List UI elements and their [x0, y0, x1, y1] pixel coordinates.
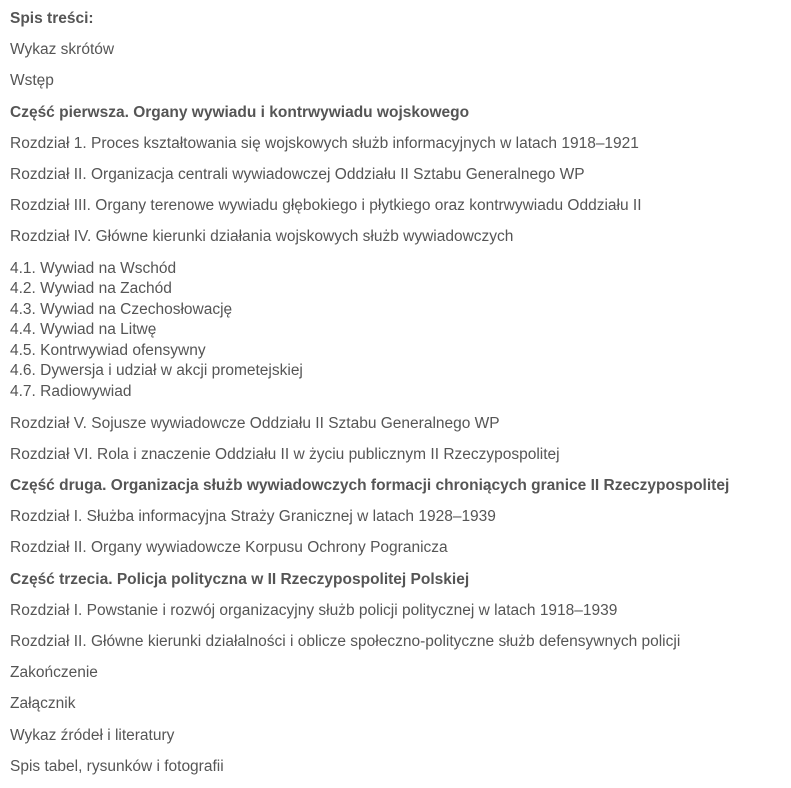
toc-part-1-title: Część pierwsza. Organy wywiadu i kontrwywiadu wojskowego — [10, 103, 470, 121]
toc-chapter: Rozdział II. Główne kierunki działalności i oblicze społeczno-polityczne służb defensywnych policji — [10, 632, 681, 650]
toc-part-2-title: Część druga. Organizacja służb wywiadowczych formacji chroniących granice II Rzeczypospolitej — [10, 477, 730, 495]
toc-chapter: Rozdział II. Organizacja centrali wywiadowczej Oddziału II Sztabu Generalnego WP — [10, 165, 585, 183]
toc-part-3-title: Część trzecia. Policja polityczna w II Rzeczypospolitej Polskiej — [10, 570, 470, 588]
toc-subsection: 4.1. Wywiad na Wschód — [10, 259, 177, 277]
toc-chapter: Rozdział II. Organy wywiadowcze Korpusu Ochrony Pogranicza — [10, 539, 448, 557]
toc-subsection: 4.2. Wywiad na Zachód — [10, 280, 172, 298]
toc-chapter: Rozdział V. Sojusze wywiadowcze Oddziału II Sztabu Generalnego WP — [10, 414, 500, 432]
toc-chapter: Rozdział I. Powstanie i rozwój organizacyjny służb policji politycznej w latach 1918–1939 — [10, 601, 618, 619]
toc-chapter: Rozdział VI. Rola i znaczenie Oddziału II w życiu publicznym II Rzeczypospolitej — [10, 445, 560, 463]
toc-item-list-of-figures: Spis tabel, rysunków i fotografii — [10, 757, 224, 775]
toc-chapter: Rozdział I. Służba informacyjna Straży Granicznej w latach 1928–1939 — [10, 508, 496, 526]
toc-subsection: 4.6. Dywersja i udział w akcji prometejskiej — [10, 362, 303, 380]
toc-item-bibliography: Wykaz źródeł i literatury — [10, 726, 175, 744]
toc-subsection: 4.7. Radiowywiad — [10, 383, 132, 401]
toc-item-abbreviations: Wykaz skrótów — [10, 41, 115, 59]
toc-chapter: Rozdział IV. Główne kierunki działania wojskowych służb wywiadowczych — [10, 228, 514, 246]
toc-subsection-list — [10, 259, 791, 403]
toc-subsection: 4.3. Wywiad na Czechosłowację — [10, 300, 233, 318]
toc-heading: Spis treści: — [10, 10, 94, 27]
toc-subsection: 4.4. Wywiad na Litwę — [10, 321, 157, 339]
toc-chapter: Rozdział III. Organy terenowe wywiadu głębokiego i płytkiego oraz kontrwywiadu Oddziału II — [10, 197, 642, 215]
toc-chapter: Rozdział 1. Proces kształtowania się wojskowych służb informacyjnych w latach 1918–1921 — [10, 134, 639, 152]
toc-item-introduction: Wstęp — [10, 72, 54, 90]
toc-subsection: 4.5. Kontrwywiad ofensywny — [10, 341, 206, 359]
toc-item-conclusion: Zakończenie — [10, 664, 98, 682]
toc-item-appendix: Załącznik — [10, 695, 76, 713]
